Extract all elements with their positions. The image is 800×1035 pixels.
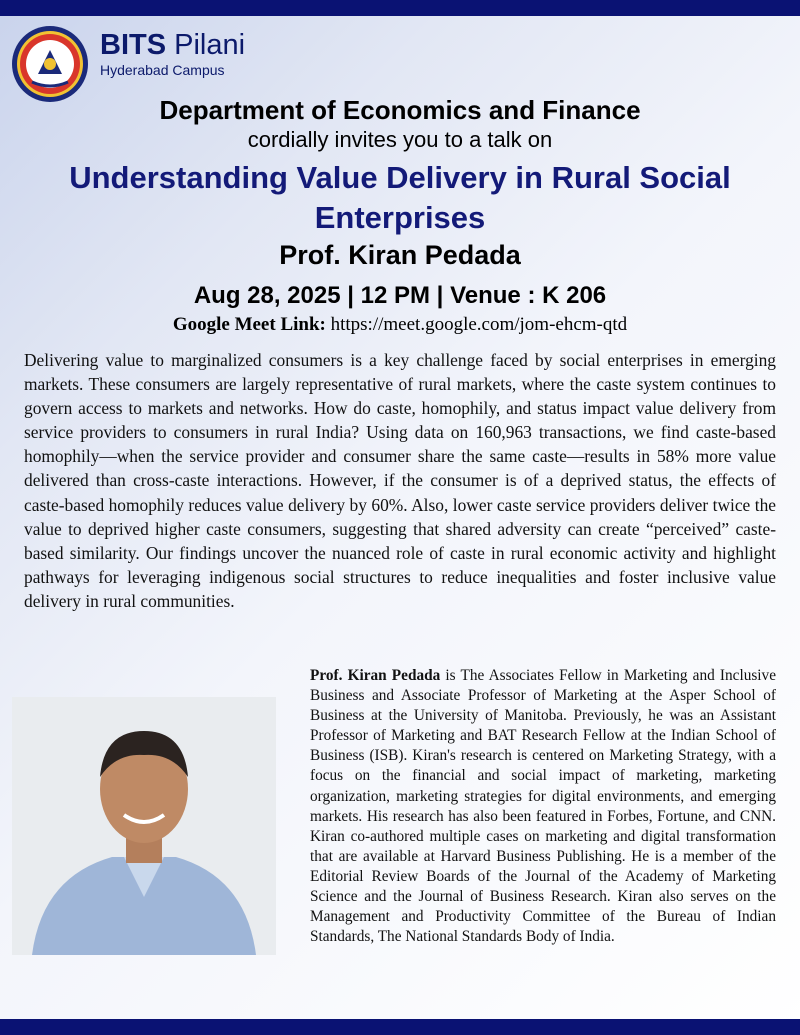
bits-pilani-logo-icon <box>10 24 95 104</box>
meet-link[interactable]: https://meet.google.com/jom-ehcm-qtd <box>330 314 628 335</box>
department-heading: Department of Economics and Finance <box>159 95 641 125</box>
bio-text: is The Associates Fellow in Marketing and Inclusive Business and Associate Professor of Marketing at the Asper School of Business at the University of Manitoba. Previously, he was an Assistant Professor of Marketing and BAT Research Fellow at the Indian School of Business (ISB). Kiran's research is centered on Marketing Strategy, with a focus on the financial and social impact of marketing, marketing organization, marketing strategies for digital environments, and emerging markets. His research has also been featured in Forbes, Fortune, and CNN. Kiran co-authored multiple cases on marketing and digital transformation that are available at Harvard Business Publishing. He is a member of the Editorial Review Boards of the Journal of the Academy of Marketing Science and the Journal of Business Research. Kiran also serves on the Management and Productivity Committee of the Bureau of Indian Standards, The National Standards Body of India. <box>310 667 776 946</box>
brand-block <box>100 30 245 78</box>
bio-name: Prof. Kiran Pedada <box>310 667 441 684</box>
talk-abstract: Delivering value to marginalized consumers is a key challenge faced by social enterprises in emerging markets. These consumers are largely representative of rural markets, where the caste system continues to govern access to markets and networks. How do caste, homophily, and status impact value delivery from service providers to consumers in rural India? Using data on 160,963 transactions, we find caste-based homophily—when the service provider and consumer share the same caste—results in 58% more value delivered than cross-caste interactions. However, if the consumer is of a deprived status, the effects of caste-based homophily reduces value delivery by 60%. Also, lower caste service providers deliver twice the value to deprived higher caste consumers, suggesting that shared adversity can create “perceived” caste-based similarity. Our findings uncover the nuanced role of caste in rural economic activity and highlight pathways for leveraging indigenous social structures to reduce inequalities and foster inclusive value delivery in rural communities. <box>24 350 776 611</box>
top-border-bar <box>0 0 800 16</box>
event-venue: K 206 <box>542 282 607 309</box>
speaker-photo <box>12 697 276 955</box>
invitation-text: cordially invites you to a talk on <box>247 127 553 152</box>
meet-label: Google Meet Link: <box>172 314 326 335</box>
event-details: Aug 28, 2025 | 12 PM | Venue : K 206 <box>193 282 607 309</box>
event-time: 12 PM <box>360 282 431 309</box>
brand-campus: Hyderabad Campus <box>100 62 225 78</box>
brand-name: BITS Pilani <box>100 29 246 61</box>
speaker-name: Prof. Kiran Pedada <box>279 240 521 270</box>
meet-line <box>0 312 800 338</box>
event-date: Aug 28, 2025 <box>193 282 341 309</box>
bottom-border-bar <box>0 1019 800 1035</box>
venue-label: Venue : <box>450 282 536 309</box>
talk-title: Understanding Value Delivery in Rural Social Enterprises <box>69 160 731 235</box>
speaker-bio <box>310 666 776 947</box>
